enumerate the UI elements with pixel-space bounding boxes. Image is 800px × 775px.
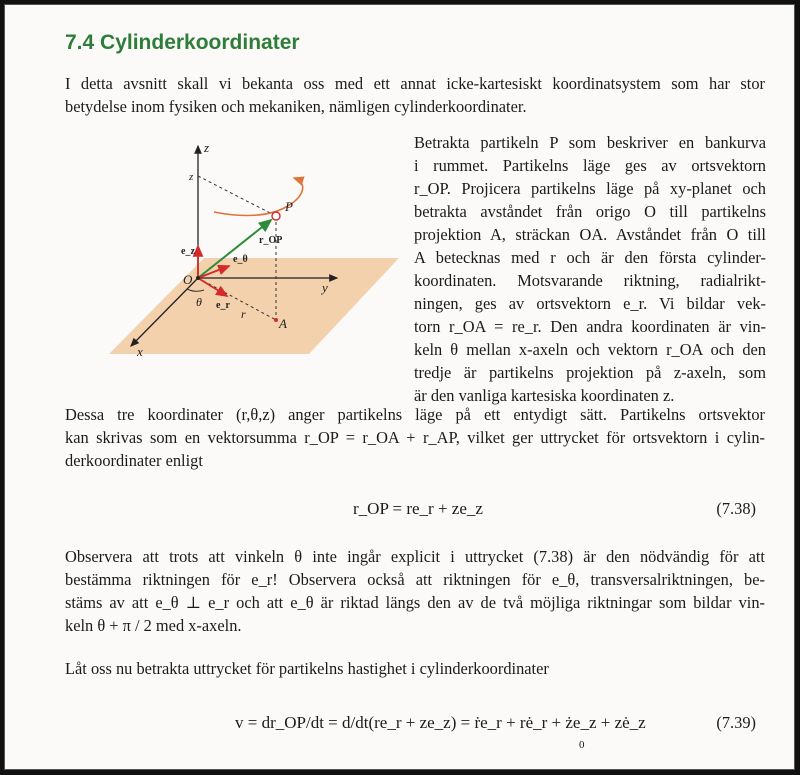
point-p-marker bbox=[272, 212, 280, 220]
origin-label: O bbox=[183, 272, 193, 287]
side-line-6: A betecknas med r och är den första cylinder- bbox=[414, 248, 766, 267]
paragraph-observera bbox=[65, 545, 765, 637]
para3-line-4: keln θ + π / 2 med x-axeln. bbox=[65, 616, 242, 635]
r-label: r bbox=[241, 307, 246, 321]
para2-line-1: Dessa tre koordinater (r,θ,z) anger partikelns läge på ett entydigt sätt. Partikelns ortsvektor bbox=[65, 405, 765, 424]
equation-7-38: r_OP = re_r + ze_z bbox=[353, 499, 483, 518]
side-line-2: i rummet. Partikelns läge ges av ortsvektorn bbox=[414, 156, 766, 175]
underbrace-zero: 0 bbox=[579, 739, 585, 751]
side-line-9: torn r_OA = re_r. Den andra koordinaten är vin- bbox=[414, 317, 766, 336]
para3-line-3: stäms av att e_θ ⊥ e_r och att e_θ är riktad längs den av de två möjliga riktningar som bildar vin- bbox=[65, 593, 765, 612]
e-r-label: e_r bbox=[216, 300, 230, 311]
para3-line-2: bestämma riktningen för e_r! Observera också att riktningen för e_θ, transversalriktningen, be- bbox=[65, 570, 765, 589]
side-line-5: projektion A, sträckan OA. Avståndet från O till bbox=[414, 225, 766, 244]
intro-line-1: I detta avsnitt skall vi bekanta oss med ett annat icke-kartesiskt koordinatsystem som har stor bbox=[65, 74, 765, 93]
cylinder-coordinates-figure bbox=[109, 138, 409, 358]
point-a-label: A bbox=[279, 316, 287, 331]
y-axis-label: y bbox=[322, 280, 328, 295]
equation-7-39-number: (7.39) bbox=[716, 713, 756, 732]
side-line-3: r_OP. Projicera partikelns läge på xy-planet och bbox=[414, 179, 766, 198]
x-axis-label: x bbox=[137, 344, 143, 358]
point-p-label: P bbox=[285, 199, 293, 214]
intro-paragraph bbox=[65, 72, 765, 118]
section-heading: 7.4 Cylinderkoordinater bbox=[65, 31, 300, 54]
side-line-8: ningen, ges av ortsvektorn e_r. Vi bildar vek- bbox=[414, 294, 766, 313]
r-op-label: r_OP bbox=[259, 235, 283, 246]
theta-label: θ bbox=[196, 295, 202, 309]
z-axis-label: z bbox=[204, 140, 210, 155]
para2-line-2: kan skrivas som en vektorsumma r_OP = r_OA + r_AP, vilket ger uttrycket för ortsvektorn i cylin- bbox=[65, 428, 765, 447]
z-tick-label: z bbox=[189, 171, 194, 183]
side-line-10: keln θ mellan x-axeln och vektorn r_OA och den bbox=[414, 340, 766, 359]
equation-7-39: v = dr_OP/dt = d/dt(re_r + ze_z) = ṙe_r + rė_r + że_z + zė_z bbox=[235, 713, 646, 732]
equation-7-38-number: (7.38) bbox=[716, 499, 756, 518]
side-line-4: betrakta avståndet från origo O till partikelns bbox=[414, 202, 766, 221]
book-page bbox=[4, 4, 795, 770]
e-z-label: e_z bbox=[181, 246, 195, 257]
e-theta-label: e_θ bbox=[233, 254, 248, 265]
xy-plane bbox=[109, 258, 399, 354]
side-line-11: tredje är partikelns projektion på z-axeln, som bbox=[414, 363, 766, 382]
side-line-12: är den vanliga kartesiska koordinaten z. bbox=[414, 386, 675, 405]
figure-side-text bbox=[414, 131, 766, 407]
paragraph-velocity: Låt oss nu betrakta uttrycket för partikelns hastighet i cylinderkoordinater bbox=[65, 659, 549, 678]
side-line-1: Betrakta partikeln P som beskriver en bankurva bbox=[414, 133, 766, 152]
intro-line-2: betydelse inom fysiken och mekaniken, nämligen cylinderkoordinater. bbox=[65, 97, 527, 116]
side-line-7: koordinaten. Motsvarande riktning, radialrikt- bbox=[414, 271, 766, 290]
para2-line-3: derkoordinater enligt bbox=[65, 451, 203, 470]
z-dashed-projection bbox=[198, 176, 276, 216]
point-a-marker bbox=[274, 318, 278, 322]
origin-marker bbox=[196, 276, 200, 280]
paragraph-coordinates bbox=[65, 403, 765, 472]
para3-line-1: Observera att trots att vinkeln θ inte ingår explicit i uttrycket (7.38) är den nödvändig för att bbox=[65, 547, 765, 566]
